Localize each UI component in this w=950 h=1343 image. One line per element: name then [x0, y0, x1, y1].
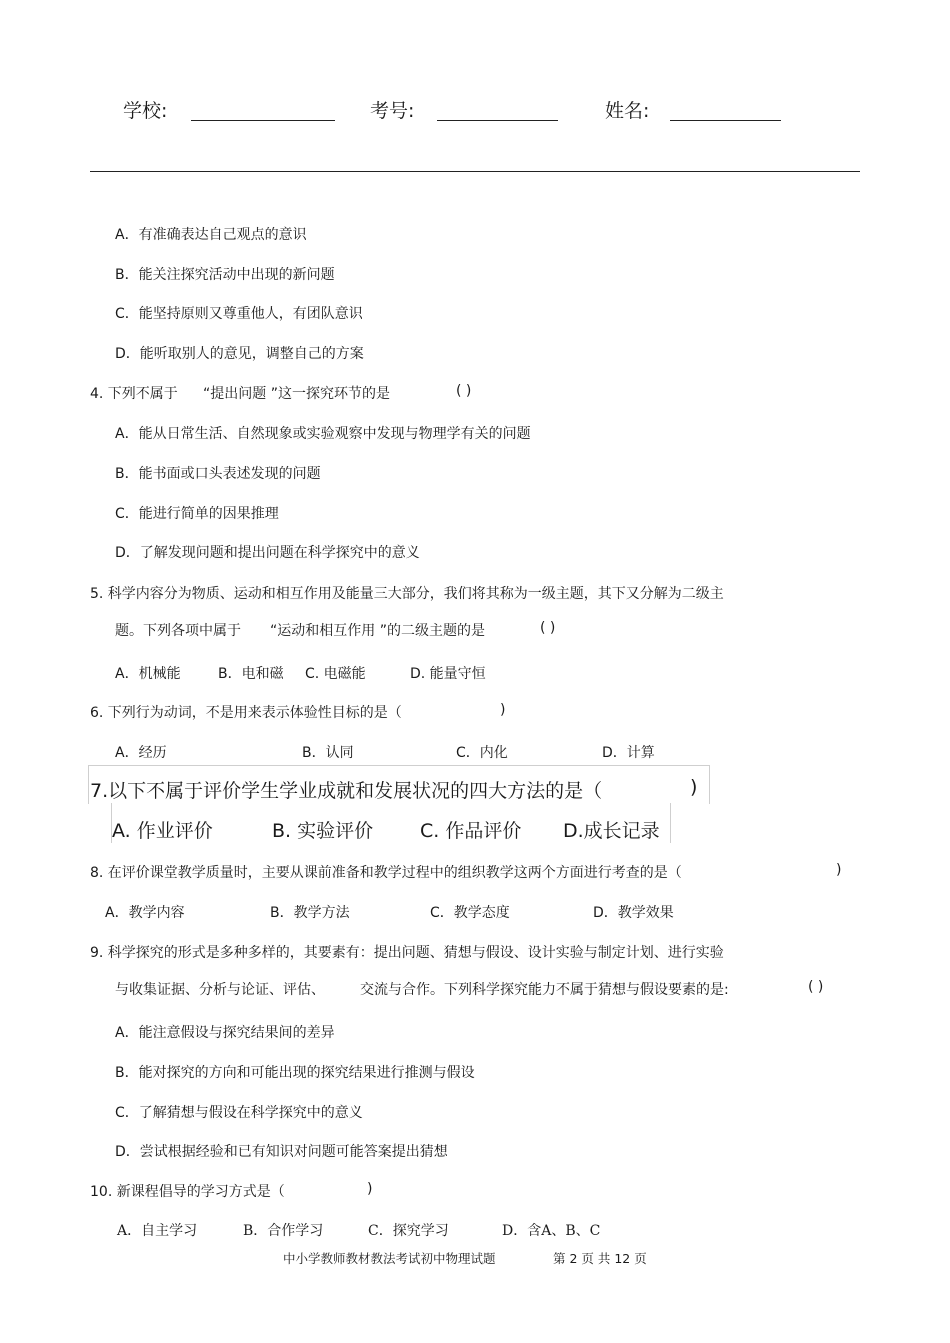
q4-option-b: B．能书面或口头表述发现的问题	[115, 466, 321, 482]
name-label: 姓名:	[605, 100, 650, 122]
q3-option-a: A．有准确表达自己观点的意识	[115, 227, 307, 243]
q4-option-a: A．能从日常生活、自然现象或实验观察中发现与物理学有关的问题	[115, 426, 531, 442]
q7-option-b: B. 实验评价	[272, 820, 374, 842]
q6-option-b: B．认同	[302, 745, 354, 761]
q5-option-d: D. 能量守恒	[410, 666, 486, 682]
q10-stem: 10. 新课程倡导的学习方式是（	[90, 1184, 285, 1200]
q5-option-b: B．电和磁	[218, 666, 284, 682]
q5-stem-line2-prefix: 题。下列各项中属于	[115, 623, 241, 639]
q7-stem: 7.以下不属于评价学生学业成就和发展状况的四大方法的是（	[90, 780, 603, 802]
q8-option-d: D．教学效果	[593, 905, 674, 921]
q6-option-a: A．经历	[115, 745, 167, 761]
header-divider	[90, 171, 860, 172]
q5-bracket: ( )	[540, 620, 556, 636]
q4-option-d: D．了解发现问题和提出问题在科学探究中的意义	[115, 545, 420, 561]
q5-option-c: C. 电磁能	[305, 666, 366, 682]
school-blank[interactable]	[191, 120, 335, 121]
q9-bracket: ( )	[808, 979, 824, 995]
q7-option-d: D.成长记录	[563, 820, 660, 842]
q10-option-c: C．探究学习	[368, 1223, 449, 1239]
q4-stem-prefix: 4. 下列不属于	[90, 386, 178, 402]
q5-option-a: A．机械能	[115, 666, 181, 682]
q6-stem: 6. 下列行为动词，不是用来表示体验性目标的是（	[90, 705, 402, 721]
q9-option-d: D．尝试根据经验和已有知识对问题可能答案提出猜想	[115, 1144, 448, 1160]
q7-option-c: C. 作品评价	[420, 820, 522, 842]
q9-stem-line2a: 与收集证据、分析与论证、评估、	[115, 982, 325, 998]
q3-option-d: D．能听取别人的意见，调整自己的方案	[115, 346, 364, 362]
exam-number-blank[interactable]	[437, 120, 558, 121]
q10-bracket-close: )	[367, 1181, 373, 1197]
q8-bracket-close: )	[836, 862, 842, 878]
q3-option-c: C．能坚持原则又尊重他人，有团队意识	[115, 306, 363, 322]
exam-number-label: 考号:	[370, 100, 415, 122]
q10-option-a: A．自主学习	[117, 1223, 198, 1239]
q6-bracket-close: )	[500, 702, 506, 718]
q10-option-d: D．含A、B、C	[502, 1223, 601, 1239]
q6-option-d: D．计算	[602, 745, 655, 761]
q9-option-b: B．能对探究的方向和可能出现的探究结果进行推测与假设	[115, 1065, 475, 1081]
q9-stem-line2b: 交流与合作。下列科学探究能力不属于猜想与假设要素的是:	[360, 982, 729, 998]
q7-bracket-close: )	[690, 776, 698, 798]
q4-stem-quote: “提出问题 ”这一探究环节的是	[203, 386, 390, 402]
q9-option-c: C．了解猜想与假设在科学探究中的意义	[115, 1105, 363, 1121]
q5-stem-line2-quote: “运动和相互作用 ”的二级主题的是	[270, 623, 485, 639]
q9-stem-line1: 9. 科学探究的形式是多种多样的，其要素有：提出问题、猜想与假设、设计实验与制定计划、进行实验	[90, 945, 724, 961]
footer-title: 中小学教师教材教法考试初中物理试题	[283, 1251, 496, 1266]
q8-option-a: A．教学内容	[105, 905, 185, 921]
q4-bracket: ( )	[456, 383, 472, 399]
q8-stem: 8. 在评价课堂教学质量时，主要从课前准备和教学过程中的组织教学这两个方面进行考查的是（	[90, 865, 682, 881]
q8-option-b: B．教学方法	[270, 905, 350, 921]
q9-option-a: A．能注意假设与探究结果间的差异	[115, 1025, 335, 1041]
q8-option-c: C．教学态度	[430, 905, 510, 921]
q6-option-c: C．内化	[456, 745, 508, 761]
school-label: 学校:	[123, 100, 168, 122]
q10-option-b: B．合作学习	[243, 1223, 324, 1239]
q5-stem-line1: 5. 科学内容分为物质、运动和相互作用及能量三大部分，我们将其称为一级主题，其下又分解为二级主	[90, 586, 724, 602]
name-blank[interactable]	[670, 120, 781, 121]
q4-option-c: C．能进行简单的因果推理	[115, 506, 279, 522]
q7-option-a: A. 作业评价	[112, 820, 213, 842]
footer-page-number: 第 2 页 共 12 页	[553, 1251, 647, 1266]
q3-option-b: B．能关注探究活动中出现的新问题	[115, 267, 335, 283]
